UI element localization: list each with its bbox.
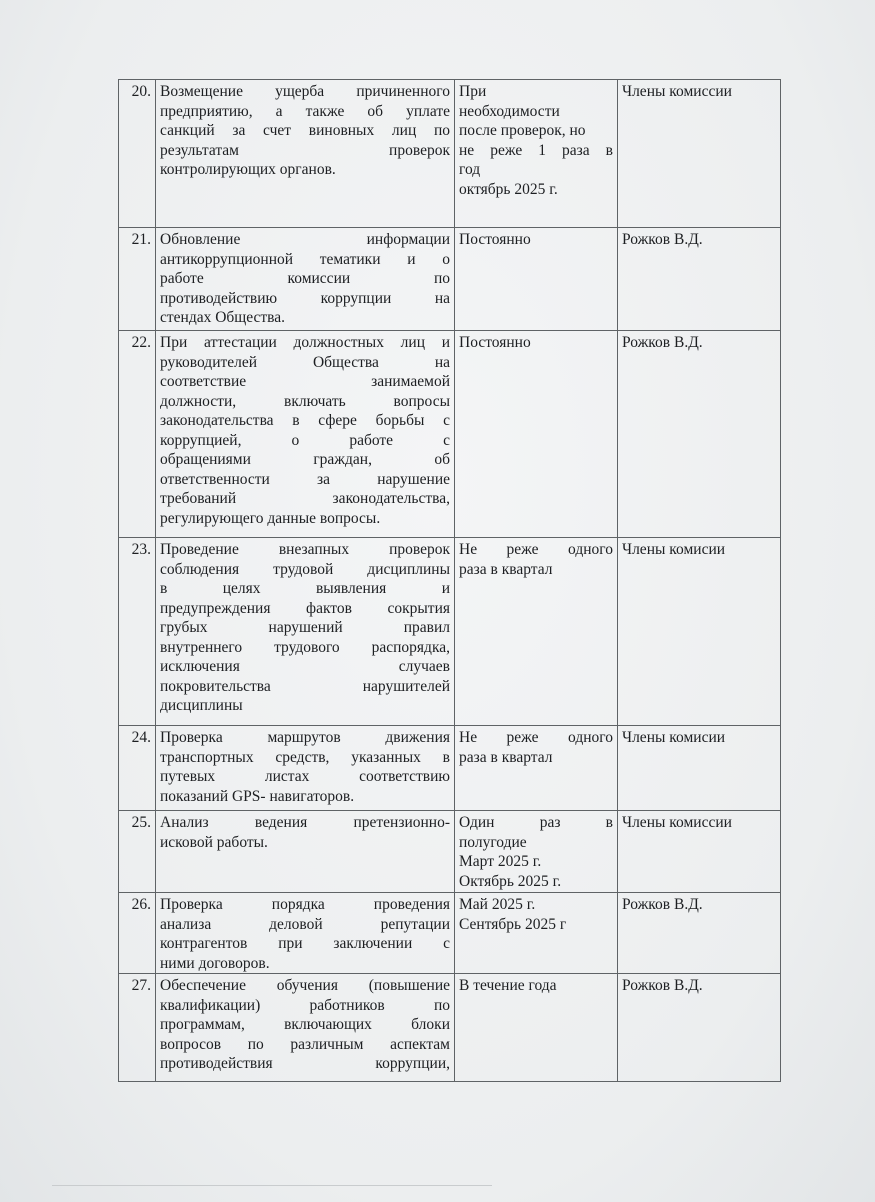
measure-description: [156, 974, 455, 1082]
description-line: противодействия коррупции,: [160, 1055, 450, 1072]
description-line: результатам проверок: [160, 141, 450, 159]
description-line: санкций за счет виновных лиц по: [160, 122, 450, 139]
row-number: 21.: [119, 228, 156, 331]
description-line: должности, включать вопросы: [160, 392, 450, 410]
description-line: Возмещение ущерба причиненного: [160, 83, 450, 100]
description-line: контролирующих органов.: [160, 161, 336, 178]
term-line: При: [459, 83, 487, 100]
measure-description: [156, 80, 455, 228]
measure-responsible: Рожков В.Д.: [618, 893, 781, 974]
term-line: полугодие: [459, 833, 527, 851]
description-line: соответствие занимаемой: [160, 373, 450, 390]
measures-table: [118, 79, 781, 1082]
description-line: Обеспечение обучения (повышение: [160, 977, 450, 994]
term-line: раза в квартал: [459, 748, 553, 766]
table-row: [119, 331, 781, 538]
term-line: раза в квартал: [459, 560, 553, 578]
description-line: обращениями граждан, об: [160, 451, 450, 468]
table-row: [119, 538, 781, 726]
description-line: коррупцией, о работе с: [160, 431, 450, 449]
description-line: требований законодательства,: [160, 490, 450, 507]
term-line: октябрь 2025 г.: [459, 180, 558, 198]
description-line: Проведение внезапных проверок: [160, 541, 450, 558]
term-line: Постоянно: [459, 334, 531, 351]
description-line: регулирующего данные вопросы.: [160, 509, 381, 527]
row-number: 20.: [119, 80, 156, 228]
term-line: Октябрь 2025 г.: [459, 872, 562, 890]
description-line: При аттестации должностных лиц и: [160, 334, 450, 351]
description-line: квалификации) работников по: [160, 996, 450, 1014]
measure-responsible: Рожков В.Д.: [618, 228, 781, 331]
measure-term: [455, 538, 618, 726]
description-line: соблюдения трудовой дисциплины: [160, 560, 450, 578]
measure-term: [455, 974, 618, 1082]
term-line: необходимости: [459, 102, 560, 120]
table-row: [119, 228, 781, 331]
term-line: В течение года: [459, 977, 557, 994]
description-line: путевых листах соответствию: [160, 768, 450, 785]
measure-description: [156, 228, 455, 331]
description-line: анализа деловой репутации: [160, 915, 450, 933]
measure-responsible: Рожков В.Д.: [618, 331, 781, 538]
row-number: 25.: [119, 811, 156, 893]
page-bottom-rule: [52, 1185, 492, 1186]
row-number: 24.: [119, 726, 156, 811]
description-line: внутреннего трудового распорядка,: [160, 638, 450, 656]
measure-description: [156, 893, 455, 974]
row-number: 26.: [119, 893, 156, 974]
measure-responsible: Члены комисии: [618, 726, 781, 811]
table-row: [119, 80, 781, 228]
description-line: антикоррупционной тематики и о: [160, 250, 450, 268]
measures-table-body: [119, 80, 781, 1082]
description-line: грубых нарушений правил: [160, 619, 450, 636]
measure-term: [455, 811, 618, 893]
measure-description: [156, 331, 455, 538]
measure-responsible: Члены комиссии: [618, 80, 781, 228]
description-line: Обновление информации: [160, 231, 450, 248]
term-line: после проверок, но: [459, 122, 586, 139]
row-number: 27.: [119, 974, 156, 1082]
table-row: [119, 726, 781, 811]
description-line: законодательства в сфере борьбы с: [160, 412, 450, 429]
measure-term: [455, 80, 618, 228]
description-line: вопросов по различным аспектам: [160, 1035, 450, 1053]
row-number: 23.: [119, 538, 156, 726]
description-line: руководителей Общества на: [160, 353, 450, 371]
measure-responsible: Члены комисии: [618, 538, 781, 726]
description-line: Проверка порядка проведения: [160, 896, 450, 913]
description-line: работе комиссии по: [160, 270, 450, 287]
term-line: Не реже одного: [459, 541, 613, 558]
term-line: не реже 1 раза в: [459, 141, 613, 159]
description-line: предприятию, а также об уплате: [160, 102, 450, 120]
description-line: предупреждения фактов сокрытия: [160, 599, 450, 617]
term-line: Постоянно: [459, 231, 531, 248]
measure-term: [455, 331, 618, 538]
measure-term: [455, 893, 618, 974]
term-line: Май 2025 г.: [459, 896, 536, 913]
description-line: покровительства нарушителей: [160, 677, 450, 695]
description-line: программам, включающих блоки: [160, 1016, 450, 1033]
description-line: ответственности за нарушение: [160, 470, 450, 488]
description-line: стендах Общества.: [160, 309, 286, 326]
description-line: противодействию коррупции на: [160, 289, 450, 307]
term-line: год: [459, 161, 481, 178]
description-line: показаний GPS- навигаторов.: [160, 787, 355, 805]
table-row: [119, 893, 781, 974]
term-line: Не реже одного: [459, 729, 613, 746]
row-number: 22.: [119, 331, 156, 538]
description-line: исключения случаев: [160, 658, 450, 675]
description-line: ними договоров.: [160, 954, 270, 972]
description-line: Проверка маршрутов движения: [160, 729, 450, 746]
measure-term: [455, 228, 618, 331]
term-line: Март 2025 г.: [459, 853, 542, 870]
measure-description: [156, 811, 455, 893]
measure-description: [156, 538, 455, 726]
description-line: транспортных средств, указанных в: [160, 748, 450, 766]
description-line: контрагентов при заключении с: [160, 935, 450, 952]
measure-term: [455, 726, 618, 811]
term-line: Один раз в: [459, 814, 613, 831]
description-line: в целях выявления и: [160, 580, 450, 597]
term-line: Сентябрь 2025 г: [459, 915, 567, 933]
table-row: [119, 974, 781, 1082]
table-row: [119, 811, 781, 893]
measure-responsible: Рожков В.Д.: [618, 974, 781, 1082]
measure-responsible: Члены комиссии: [618, 811, 781, 893]
description-line: исковой работы.: [160, 833, 268, 851]
description-line: Анализ ведения претензионно-: [160, 814, 450, 831]
description-line: дисциплины: [160, 697, 243, 714]
measure-description: [156, 726, 455, 811]
